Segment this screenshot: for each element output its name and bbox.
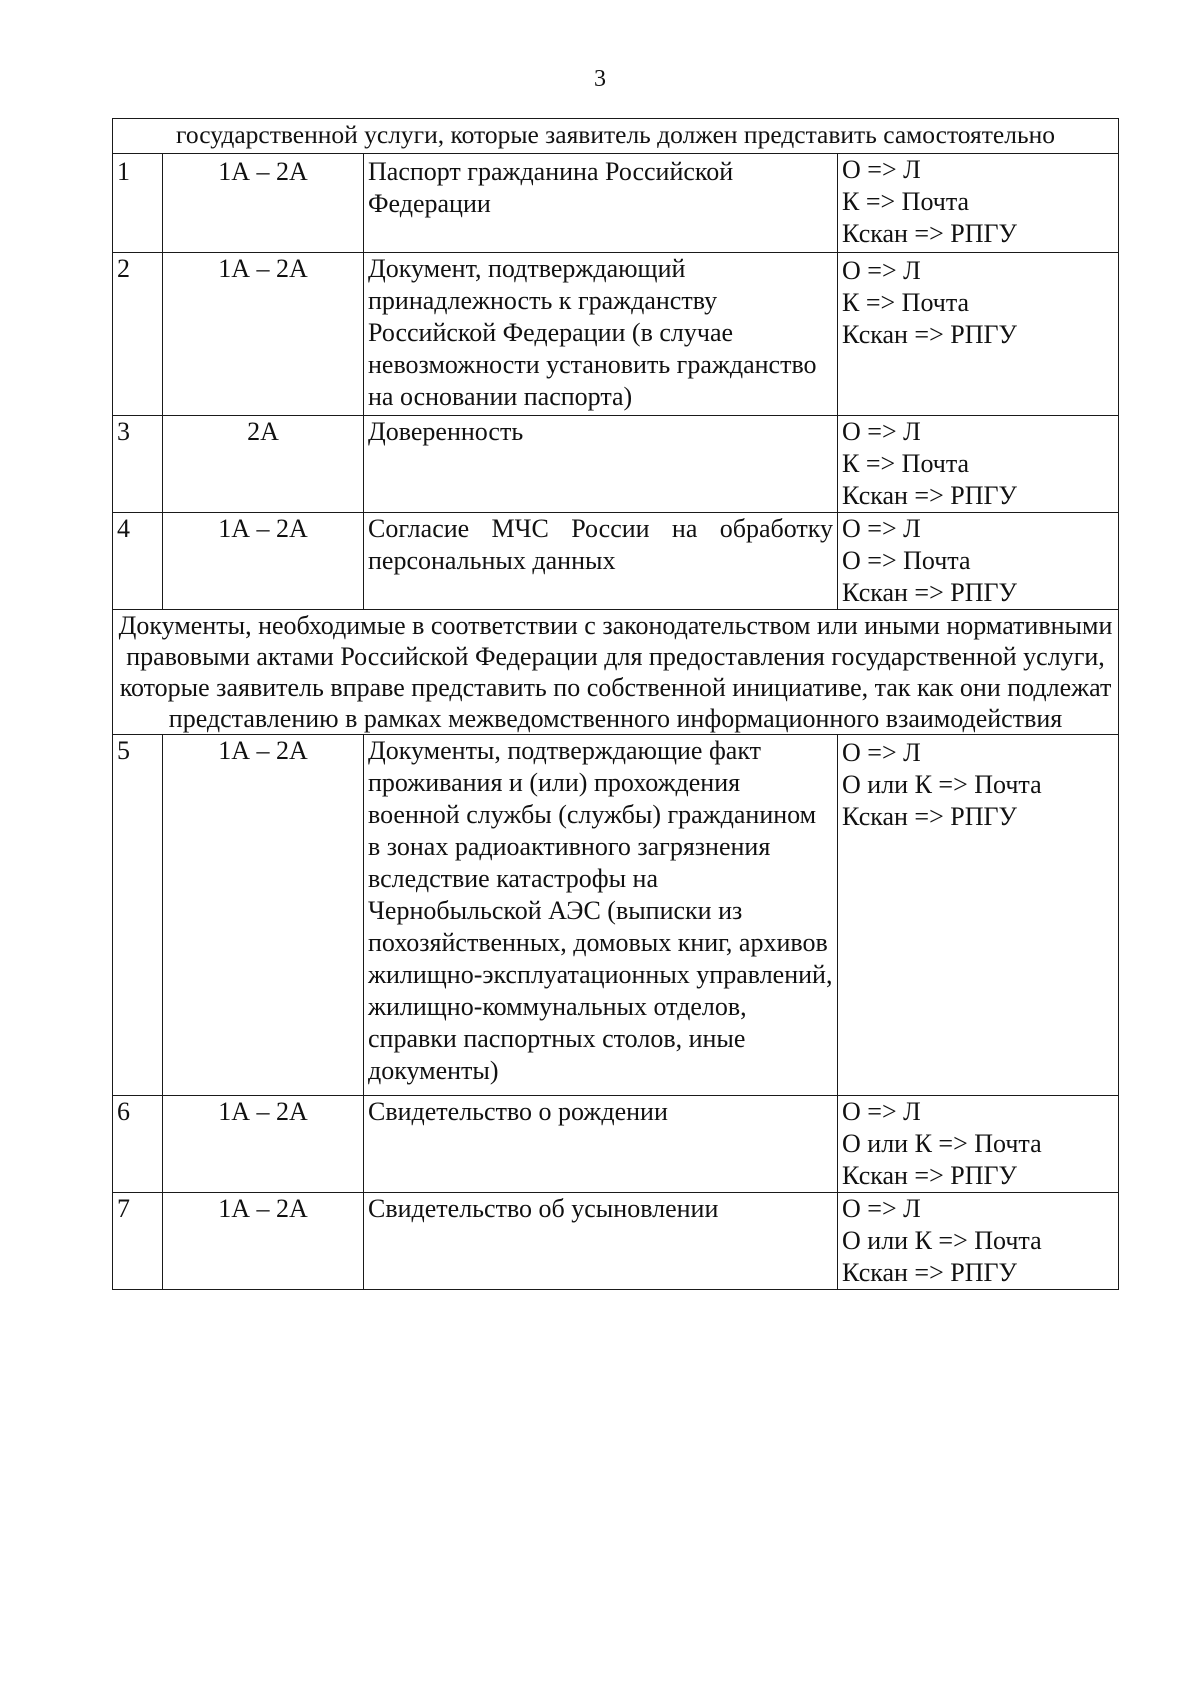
submission-method: О => Л [842, 256, 921, 285]
submission-method: О => Л [842, 514, 921, 543]
submission-method: О или К => Почта [842, 770, 1042, 799]
section-header-row [113, 119, 1119, 154]
submission-method: О => Л [842, 1097, 921, 1126]
submission-method: Кскан => РПГУ [842, 578, 1017, 607]
submission-method: Кскан => РПГУ [842, 219, 1017, 248]
document-name: Согласие МЧС России на обработку персональных данных [364, 513, 838, 610]
submission-method: О => Л [842, 417, 921, 446]
submission-method: О => Почта [842, 546, 971, 575]
row-number: 6 [113, 1096, 163, 1193]
submission-method: О => Л [842, 1194, 921, 1223]
submission-methods [838, 253, 1119, 416]
document-name: Свидетельство о рождении [364, 1096, 838, 1193]
submission-method: Кскан => РПГУ [842, 320, 1017, 349]
section-header-optional: Документы, необходимые в соответствии с законодательством или иными нормативными правовыми актами Российской Федерации для предоставления государственной услуги, которые заявитель вправе представить по собственной инициативе, так как они подлежат представлению в рамках межведомственного информационного взаимодействия [113, 610, 1119, 735]
applicant-category: 1А – 2А [163, 1193, 364, 1290]
section-header-required: государственной услуги, которые заявитель должен представить самостоятельно [113, 119, 1119, 154]
document-name: Свидетельство об усыновлении [364, 1193, 838, 1290]
row-number: 1 [113, 154, 163, 253]
submission-method: О => Л [842, 738, 921, 767]
document-name: Доверенность [364, 416, 838, 513]
submission-method: О или К => Почта [842, 1226, 1042, 1255]
submission-method: Кскан => РПГУ [842, 1161, 1017, 1190]
submission-method: О => Л [842, 155, 921, 184]
document-name: Документ, подтверждающий принадлежность к гражданству Российской Федерации (в случае невозможности установить гражданство на основании паспорта) [364, 253, 838, 416]
row-number: 7 [113, 1193, 163, 1290]
applicant-category: 1А – 2А [163, 513, 364, 610]
table-row [113, 735, 1119, 1096]
submission-method: К => Почта [842, 288, 970, 317]
row-number: 2 [113, 253, 163, 416]
row-number: 4 [113, 513, 163, 610]
document-name: Паспорт гражданина Российской Федерации [364, 154, 838, 253]
submission-method: К => Почта [842, 187, 970, 216]
submission-method: Кскан => РПГУ [842, 802, 1017, 831]
applicant-category: 2А [163, 416, 364, 513]
row-number: 5 [113, 735, 163, 1096]
table-row [113, 1193, 1119, 1290]
applicant-category: 1А – 2А [163, 253, 364, 416]
submission-method: Кскан => РПГУ [842, 481, 1017, 510]
table-row [113, 513, 1119, 610]
submission-methods [838, 154, 1119, 253]
submission-methods [838, 735, 1119, 1096]
page-number: 3 [594, 66, 606, 92]
row-number: 3 [113, 416, 163, 513]
table-row [113, 1096, 1119, 1193]
submission-method: К => Почта [842, 449, 970, 478]
submission-methods [838, 513, 1119, 610]
applicant-category: 1А – 2А [163, 154, 364, 253]
applicant-category: 1А – 2А [163, 1096, 364, 1193]
documents-table [112, 118, 1119, 1290]
submission-method: Кскан => РПГУ [842, 1258, 1017, 1287]
submission-method: О или К => Почта [842, 1129, 1042, 1158]
submission-methods [838, 1193, 1119, 1290]
section-header-row [113, 610, 1119, 735]
document-name: Документы, подтверждающие факт проживания и (или) прохождения военной службы (службы) гражданином в зонах радиоактивного загрязнения вследствие катастрофы на Чернобыльской АЭС (выписки из похозяйственных, домовых книг, архивов жилищно-эксплуатационных управлений, жилищно-коммунальных отделов, справки паспортных столов, иные документы) [364, 735, 838, 1096]
submission-methods [838, 416, 1119, 513]
table-row [113, 253, 1119, 416]
applicant-category: 1А – 2А [163, 735, 364, 1096]
table-row [113, 416, 1119, 513]
table-row [113, 154, 1119, 253]
submission-methods [838, 1096, 1119, 1193]
